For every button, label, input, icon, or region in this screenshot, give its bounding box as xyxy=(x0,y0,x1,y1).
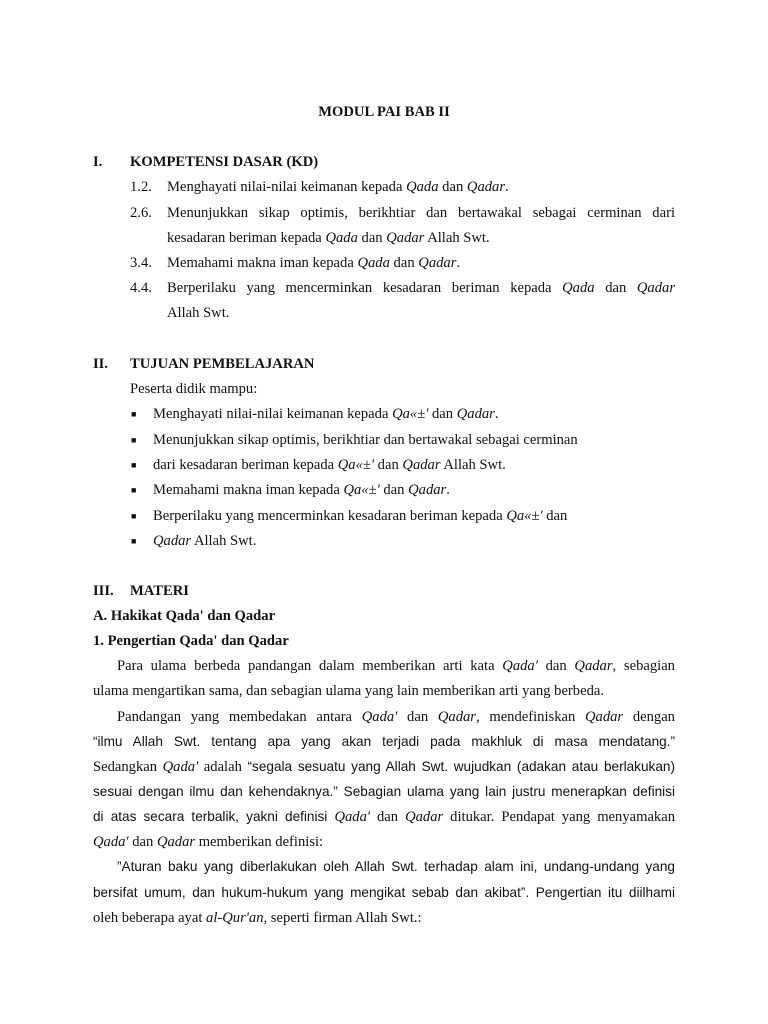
italic-term: Qadar xyxy=(585,709,624,725)
text-run: Menunjukkan sikap optimis, berikhtiar dan bertawakal sebagai cerminan xyxy=(153,432,578,448)
italic-term: Qada xyxy=(562,280,595,296)
text-run: dan xyxy=(537,658,575,674)
bullet-icon: ■ xyxy=(131,536,137,546)
bullet-icon: ■ xyxy=(131,435,137,445)
section-2-number: II. xyxy=(93,356,109,372)
quoted-definition: “segala sesuatu yang Allah Swt. wujudkan (adakan atau berlakukan) xyxy=(247,759,675,774)
text-run: Menunjukkan sikap optimis, berikhtiar dan bertawakal sebagai cerminan dari xyxy=(167,205,675,221)
kd-item-text xyxy=(167,254,460,272)
kd-item-text-cont xyxy=(167,304,229,322)
italic-term: Qadar xyxy=(405,809,444,825)
section-1-heading: KOMPETENSI DASAR (KD) xyxy=(130,154,319,170)
text-run: Berperilaku yang mencerminkan kesadaran beriman kepada xyxy=(167,280,563,296)
italic-term: Qadar xyxy=(456,406,495,422)
bullet-icon: ■ xyxy=(131,409,137,419)
text-run: Allah Swt. xyxy=(440,457,506,473)
italic-term: Qa«±' xyxy=(392,406,429,422)
text-run: , mendefiniskan xyxy=(475,709,585,725)
paragraph-line xyxy=(93,909,422,927)
text-run: Berperilaku yang mencerminkan kesadaran beriman kepada xyxy=(153,508,507,524)
paragraph-line xyxy=(93,884,675,902)
italic-term: Qadar xyxy=(466,179,506,195)
bullet-icon: ■ xyxy=(131,460,137,470)
kd-item-text xyxy=(167,178,509,196)
italic-term: Qadar xyxy=(418,255,457,271)
text-run: dan xyxy=(389,255,419,271)
quoted-definition: di atas secara terbalik, yakni definisi xyxy=(93,809,335,824)
subheading-a: A. Hakikat Qada' dan Qadar xyxy=(93,608,276,624)
objective-item xyxy=(153,532,256,550)
text-run: . xyxy=(494,406,499,422)
paragraph-line xyxy=(93,833,323,851)
text-run: kesadaran beriman kepada xyxy=(167,230,326,246)
quoted-definition: bersifat umum, dan hukum-hukum yang mengikat sebab dan akibat”. Pengertian itu diilhami xyxy=(93,885,675,900)
italic-term: Qadar xyxy=(437,709,476,725)
paragraph-line xyxy=(93,758,675,776)
italic-term: Qadar xyxy=(153,533,192,549)
text-run: ulama mengartikan sama, dan sebagian ulama yang lain memberikan arti yang berbeda. xyxy=(93,683,604,699)
text-run: Menghayati nilai-nilai keimanan kepada xyxy=(167,179,407,195)
kd-item-number: 1.2. xyxy=(130,179,152,195)
text-run: dan xyxy=(542,508,568,524)
italic-term: Qada xyxy=(325,230,358,246)
objective-item xyxy=(153,431,578,449)
text-run: dan xyxy=(379,482,409,498)
text-run: Pandangan yang membedakan antara xyxy=(117,709,362,725)
kd-item-number: 4.4. xyxy=(130,280,152,296)
text-run: Allah Swt. xyxy=(424,230,490,246)
italic-term: Qada xyxy=(357,255,390,271)
kd-item-text xyxy=(167,204,675,222)
text-run: dari kesadaran beriman kepada xyxy=(153,457,338,473)
text-run: . xyxy=(456,255,461,271)
text-run: Memahami makna iman kepada xyxy=(167,255,358,271)
text-run: ditukar. Pendapat yang menyamakan xyxy=(443,809,675,825)
paragraph-line xyxy=(93,783,675,801)
italic-term: Qadar xyxy=(386,230,425,246)
italic-term: Qadar xyxy=(156,834,196,850)
subheading-1: 1. Pengertian Qada' dan Qadar xyxy=(93,633,289,649)
italic-term: Qa«±' xyxy=(506,508,543,524)
italic-term: Qa«±' xyxy=(337,457,375,473)
section-3-number: III. xyxy=(93,583,114,599)
quoted-definition: sesuai dengan ilmu dan kehendaknya.” Sebagian ulama yang lain justru menerapkan definisi xyxy=(93,784,675,799)
kd-item-number: 2.6. xyxy=(130,205,152,221)
text-run: . xyxy=(446,482,450,498)
text-run: , sebagian xyxy=(612,658,675,674)
text-run: . xyxy=(505,179,509,195)
text-run: Sedangkan xyxy=(93,759,163,775)
text-run: Para ulama berbeda pandangan dalam memberikan arti kata xyxy=(117,658,503,674)
italic-term: Qadar xyxy=(636,280,675,296)
italic-term: Qada' xyxy=(162,759,199,775)
section-2-intro: Peserta didik mampu: xyxy=(130,381,258,397)
objective-item xyxy=(153,456,506,474)
text-run: dan xyxy=(397,709,438,725)
italic-term: Qadar xyxy=(408,482,447,498)
paragraph-line xyxy=(117,708,675,726)
text-run: dan xyxy=(128,834,157,850)
kd-item-text xyxy=(167,279,675,297)
text-run: dan xyxy=(374,457,403,473)
bullet-icon: ■ xyxy=(131,511,137,521)
text-run: Memahami makna iman kepada xyxy=(153,482,344,498)
section-1-number: I. xyxy=(93,154,103,170)
section-3-heading: MATERI xyxy=(130,583,189,599)
italic-term: Qada' xyxy=(361,709,398,725)
objective-item xyxy=(153,481,450,499)
section-2-heading: TUJUAN PEMBELAJARAN xyxy=(130,356,315,372)
text-run: oleh beberapa ayat xyxy=(93,910,207,926)
italic-term: Qadar xyxy=(574,658,613,674)
text-run: dan xyxy=(594,280,637,296)
text-run: dan xyxy=(428,406,457,422)
page-title: MODUL PAI BAB II xyxy=(318,104,450,120)
paragraph-line xyxy=(93,733,675,751)
italic-term: Qadar xyxy=(402,457,441,473)
paragraph-line xyxy=(117,858,675,876)
italic-term: Qada' xyxy=(502,658,538,674)
italic-term: Qada' xyxy=(93,834,129,850)
text-run: dan xyxy=(438,179,467,195)
text-run: dengan xyxy=(623,709,675,725)
kd-item-number: 3.4. xyxy=(130,255,152,271)
text-run: dan xyxy=(357,230,387,246)
paragraph-line xyxy=(117,657,675,675)
text-run: “ilmu Allah Swt. tentang apa yang akan terjadi pada makhluk di masa mendatang.” xyxy=(93,734,675,749)
bullet-icon: ■ xyxy=(131,485,137,495)
italic-term: al-Qur'an xyxy=(206,910,264,926)
text-run: ”Aturan baku yang diberlakukan oleh Allah Swt. terhadap alam ini, undang-undang yang xyxy=(117,859,675,874)
italic-term: Qada xyxy=(406,179,439,195)
objective-item xyxy=(153,507,567,525)
text-run: Allah Swt. xyxy=(167,305,230,321)
text-run: Menghayati nilai-nilai keimanan kepada xyxy=(153,406,393,422)
text-run: Allah Swt. xyxy=(191,533,257,549)
paragraph-line xyxy=(93,682,604,700)
paragraph-line xyxy=(93,808,675,826)
objective-item xyxy=(153,405,499,423)
kd-item-text-cont xyxy=(167,229,490,247)
text-run: adalah xyxy=(198,759,248,775)
text-run: dan xyxy=(370,809,406,825)
italic-term: Qada' xyxy=(334,809,371,825)
text-run: memberikan definisi: xyxy=(195,834,324,850)
italic-term: Qa«±' xyxy=(343,482,380,498)
text-run: , seperti firman Allah Swt.: xyxy=(263,910,422,926)
